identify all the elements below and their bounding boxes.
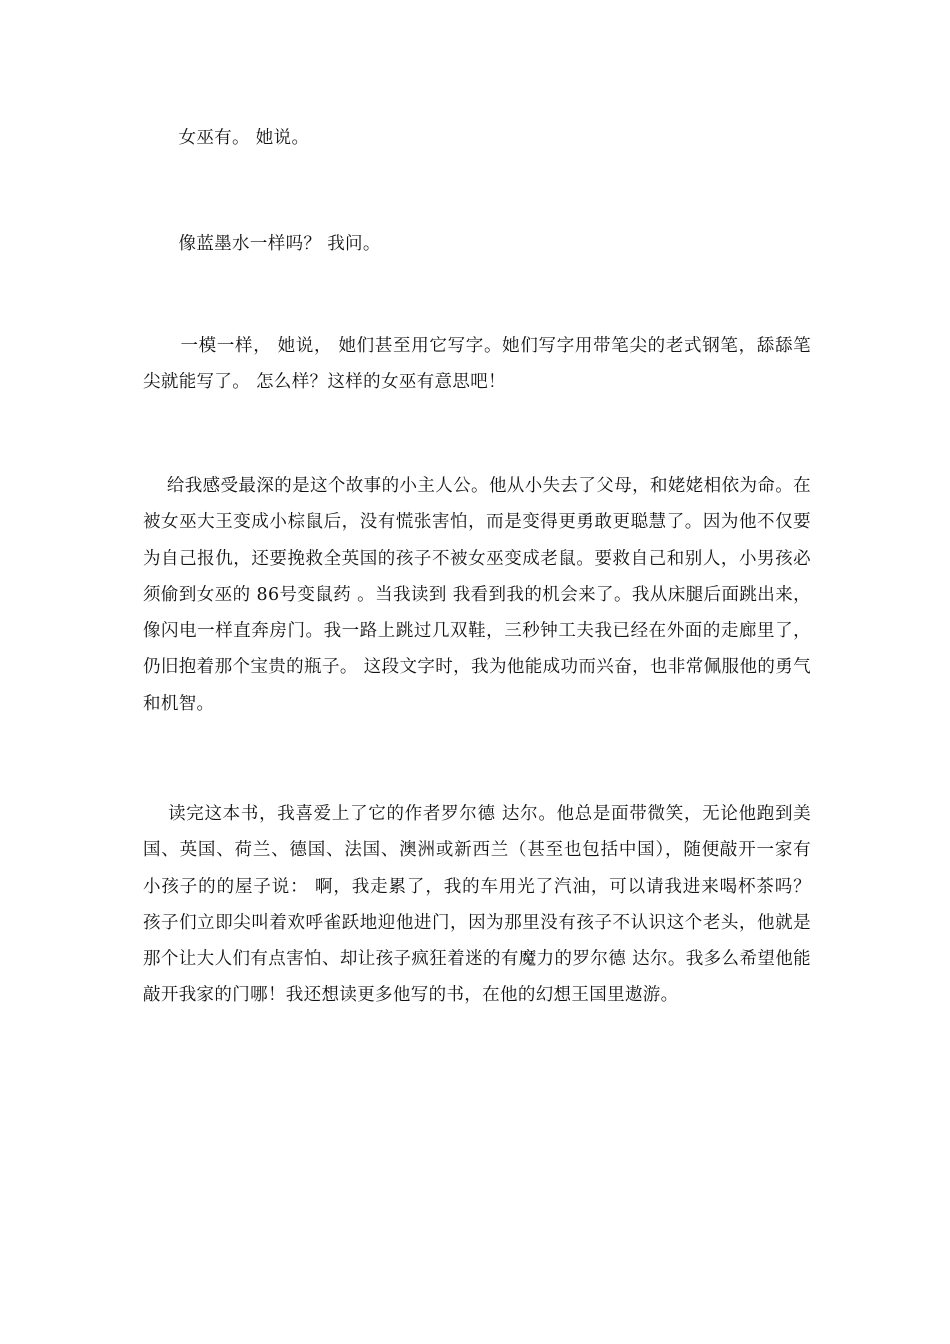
paragraph-blue-ink-question: 像蓝墨水一样吗？ 我问。 xyxy=(143,234,381,254)
paragraph-little-protagonist: 给我感受最深的是这个故事的小主人公。他从小失去了父母，和姥姥相依为命。在被女巫大王变成小棕鼠后，没有慌张害怕，而是变得更勇敢更聪慧了。因为他不仅要为自己报仇，还要挽救全英国的孩子不被女巫变成老鼠。要救自己和别人，小男孩必须偷到女巫的 86号变鼠药 。当我读到 我看到我的机会来了。我从床腿后面跳出来，像闪电一样直奔房门。我一路上跳过几双鞋，三秒钟工夫我已经在外面的走廊里了，仍旧抱着那个宝贵的瓶子。 这段文字时，我为他能成功而兴奋，也非常佩服他的勇气和机智。 xyxy=(143,476,811,714)
paragraph-exactly-the-same: 一模一样， 她说， 她们甚至用它写字。她们写字用带笔尖的老式钢笔，舔舔笔尖就能写了。 怎么样？这样的女巫有意思吧！ xyxy=(143,336,811,393)
paragraph-roald-dahl: 读完这本书，我喜爱上了它的作者罗尔德 达尔。他总是面带微笑，无论他跑到美国、英国、荷兰、德国、法国、澳洲或新西兰（甚至也包括中国），随便敲开一家有小孩子的的屋子说： 啊，我走累了，我的车用光了汽油，可以请我进来喝杯茶吗？ 孩子们立即尖叫着欢呼雀跃地迎他进门，因为那里没有孩子不认识这个老头，他就是那个让大人们有点害怕、却让孩子疯狂着迷的有魔力的罗尔德 达尔。我多么希望他能敲开我家的门哪！我还想读更多他写的书，在他的幻想王国里遨游。 xyxy=(143,804,817,1006)
paragraph-witch-has: 女巫有。 她说。 xyxy=(143,128,310,148)
